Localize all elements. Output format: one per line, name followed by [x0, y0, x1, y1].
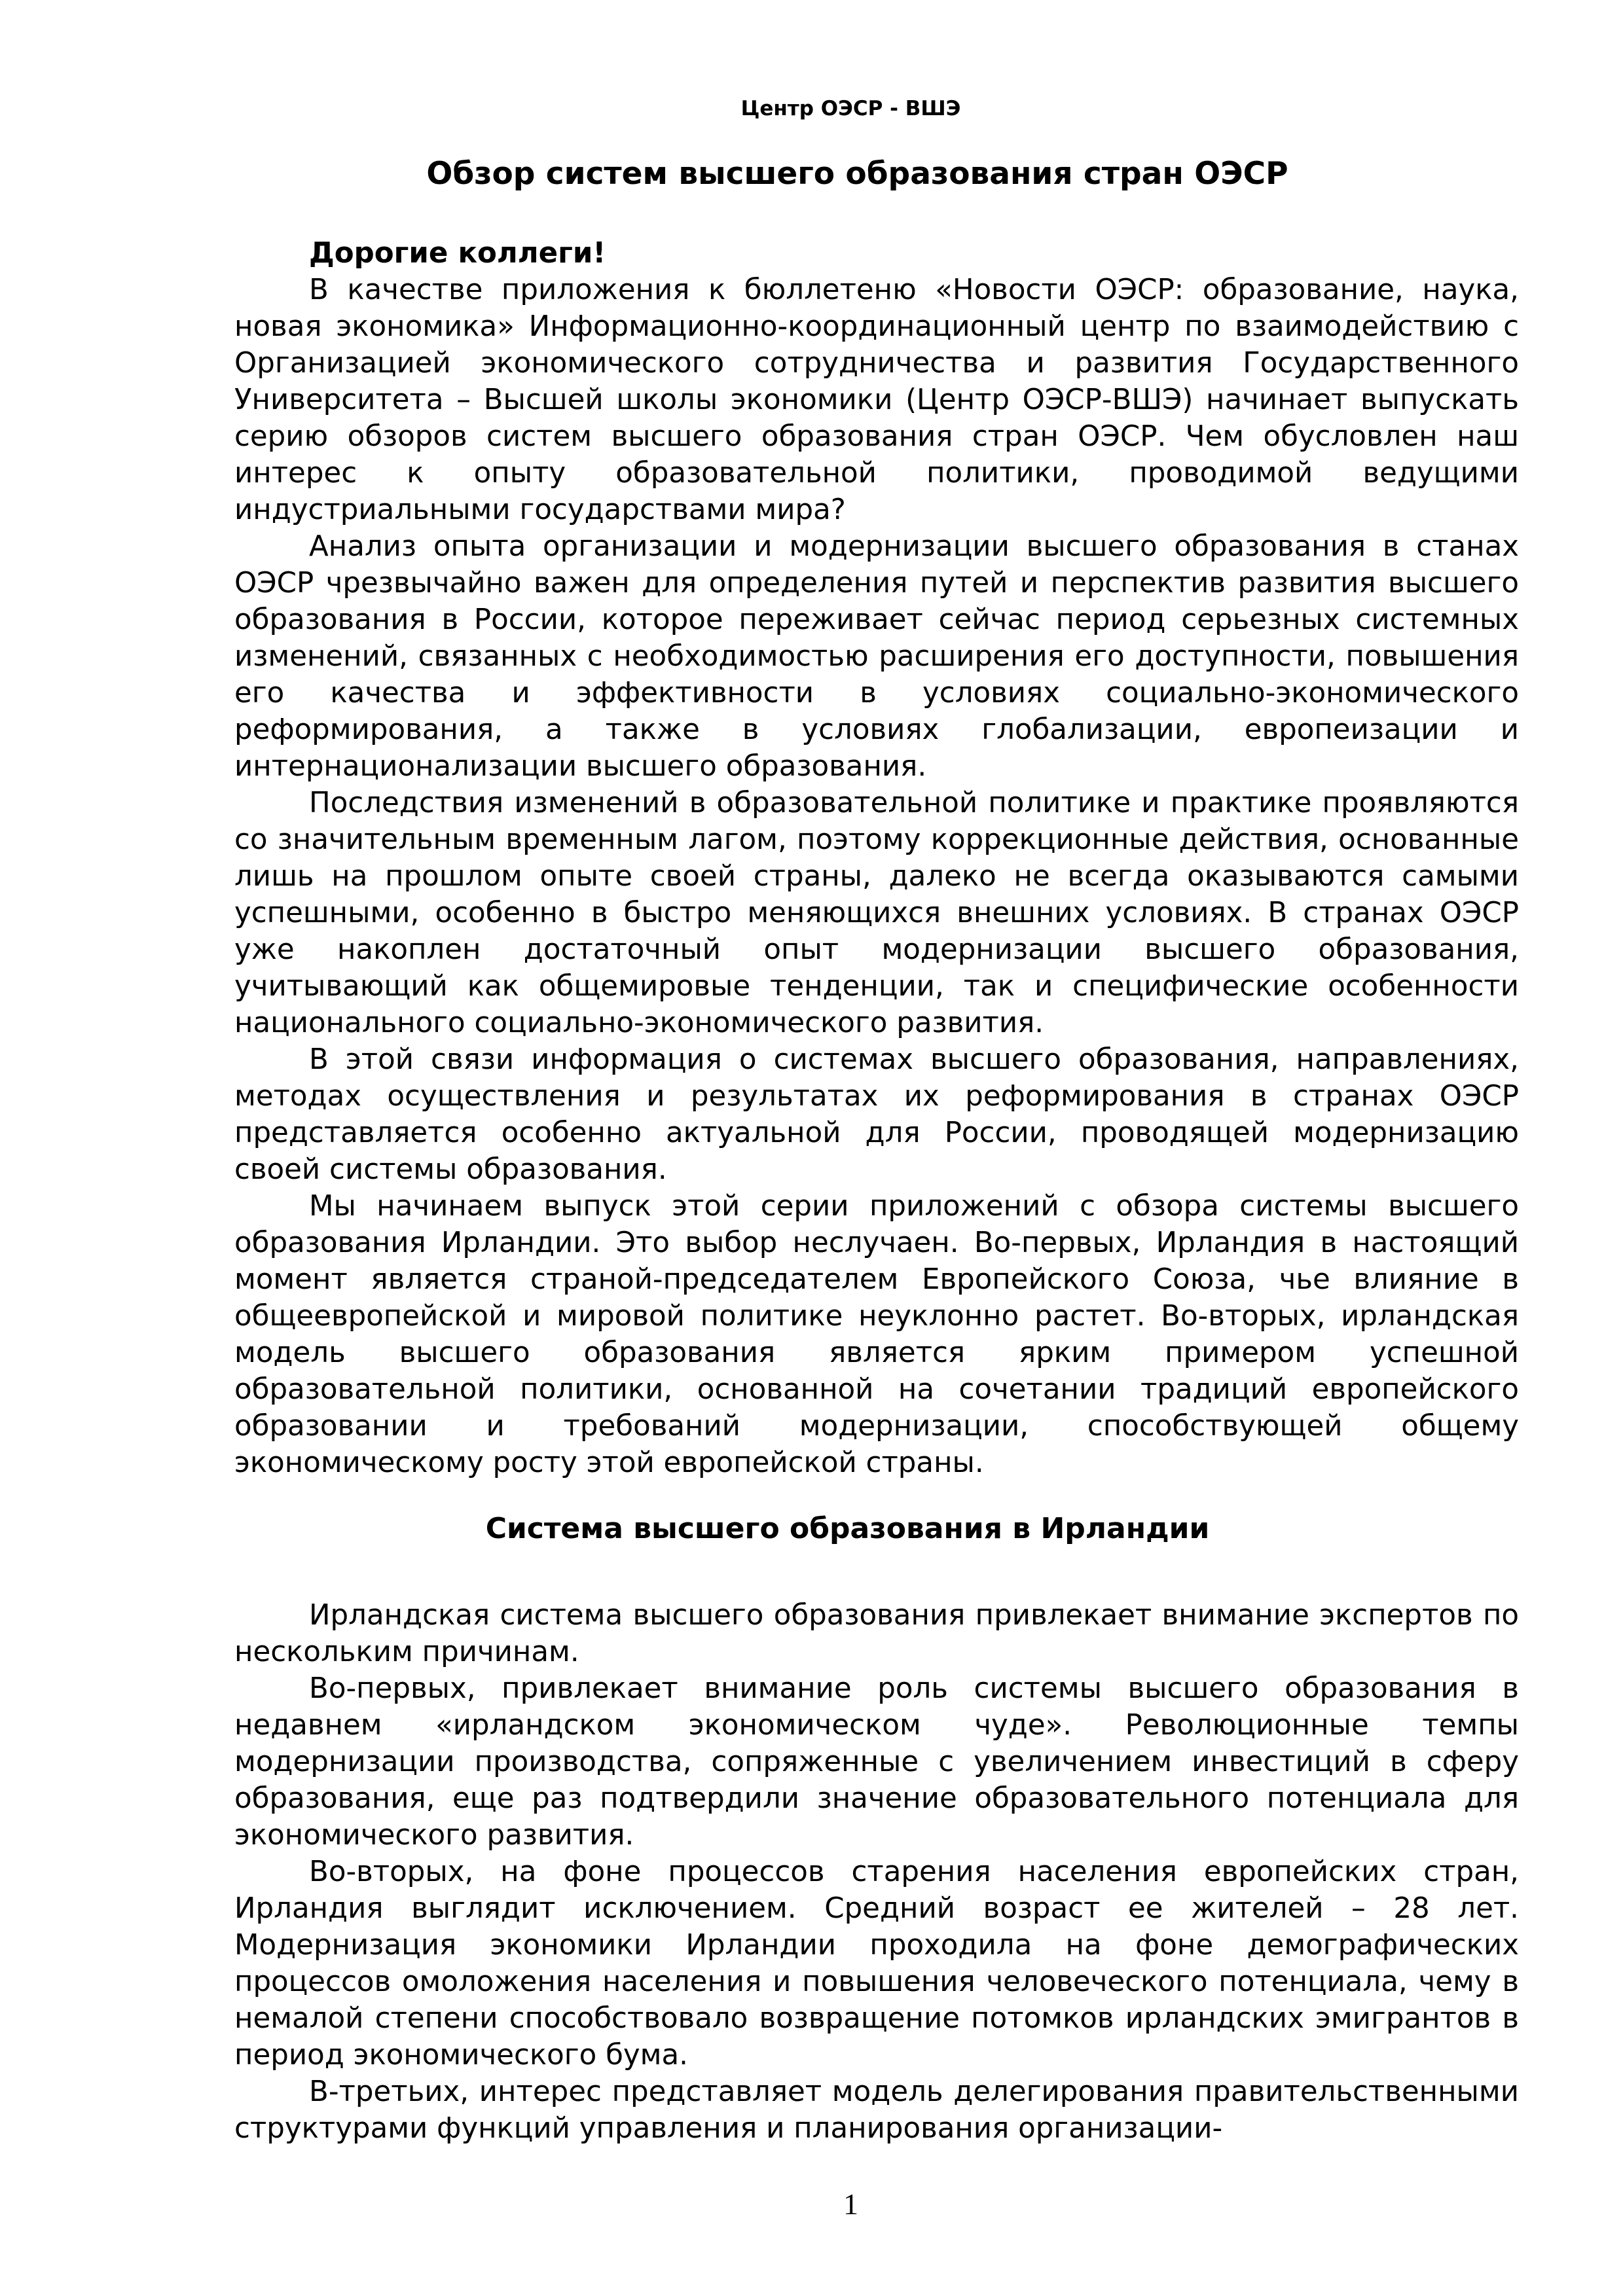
- section-body: [234, 1597, 1519, 2147]
- intro-paragraph: Мы начинаем выпуск этой серии приложений с обзора системы высшего образования Ирландии. Это выбор неслучаен. Во-первых, Ирландия в настоящий момент является страной-председателем Европейского Союза, чье влияние в общеевропейской и мировой политике неуклонно растет. Во-вторых, ирландская модель высшего образования является ярким примером успешной образовательной политики, основанной на сочетании традиций европейского образовании и требований модернизации, способствующей общему экономическому росту этой европейской страны.: [234, 1190, 1519, 1479]
- section-paragraph: Во-первых, привлекает внимание роль системы высшего образования в недавнем «ирландском экономическом чуде». Революционные темпы модернизации производства, сопряженные с увеличением инвестиций в сферу образования, еще раз подтвердили значение образовательного потенциала для экономического развития.: [234, 1672, 1519, 1852]
- intro-paragraph: Последствия изменений в образовательной политике и практике проявляются со значительным временным лагом, поэтому коррекционные действия, основанные лишь на прошлом опыте своей страны, далеко не всегда оказываются самыми успешными, особенно в быстро меняющихся внешних условиях. В странах ОЭСР уже накоплен достаточный опыт модернизации высшего образования, учитывающий как общемировые тенденции, так и специфические особенности национального социально-экономического развития.: [234, 787, 1519, 1039]
- intro-paragraph: В качестве приложения к бюллетеню «Новости ОЭСР: образование, наука, новая экономика» Информационно-координационный центр по взаимодействию с Организацией экономического сотрудничества и развития Государственного Университета – Высшей школы экономики (Центр ОЭСР-ВШЭ) начинает выпускать серию обзоров систем высшего образования стран ОЭСР. Чем обусловлен наш интерес к опыту образовательной политики, проводимой ведущими индустриальными государствами мира?: [234, 274, 1519, 526]
- section-paragraph: В-третьих, интерес представляет модель делегирования правительственными структурами функций управления и планирования организации-: [234, 2075, 1519, 2145]
- document-title: Обзор систем высшего образования стран ОЭСР: [426, 156, 1288, 192]
- intro-paragraph: В этой связи информация о системах высшего образования, направлениях, методах осуществления и результатах их реформирования в странах ОЭСР представляется особенно актуальной для России, проводящей модернизацию своей системы образования.: [234, 1043, 1519, 1186]
- section-heading: Система высшего образования в Ирландии: [485, 1512, 1210, 1545]
- greeting-heading: Дорогие коллеги!: [309, 237, 606, 270]
- page-number: 1: [843, 2187, 858, 2221]
- section-paragraph: Во-вторых, на фоне процессов старения населения европейских стран, Ирландия выглядит исключением. Средний возраст ее жителей – 28 лет. Модернизация экономики Ирландии проходила на фоне демографических процессов омоложения населения и повышения человеческого потенциала, чему в немалой степени способствовало возвращение потомков ирландских эмигрантов в период экономического бума.: [234, 1856, 1519, 2072]
- running-head: Центр ОЭСР - ВШЭ: [740, 97, 961, 120]
- section-paragraph: Ирландская система высшего образования привлекает внимание экспертов по нескольким причинам.: [234, 1599, 1519, 1668]
- intro-paragraph: Анализ опыта организации и модернизации высшего образования в станах ОЭСР чрезвычайно важен для определения путей и перспектив развития высшего образования в России, которое переживает сейчас период серьезных системных изменений, связанных с необходимостью расширения его доступности, повышения его качества и эффективности в условиях социально-экономического реформирования, а также в условиях глобализации, европеизации и интернационализации высшего образования.: [234, 530, 1519, 783]
- intro-block: [234, 235, 1519, 1481]
